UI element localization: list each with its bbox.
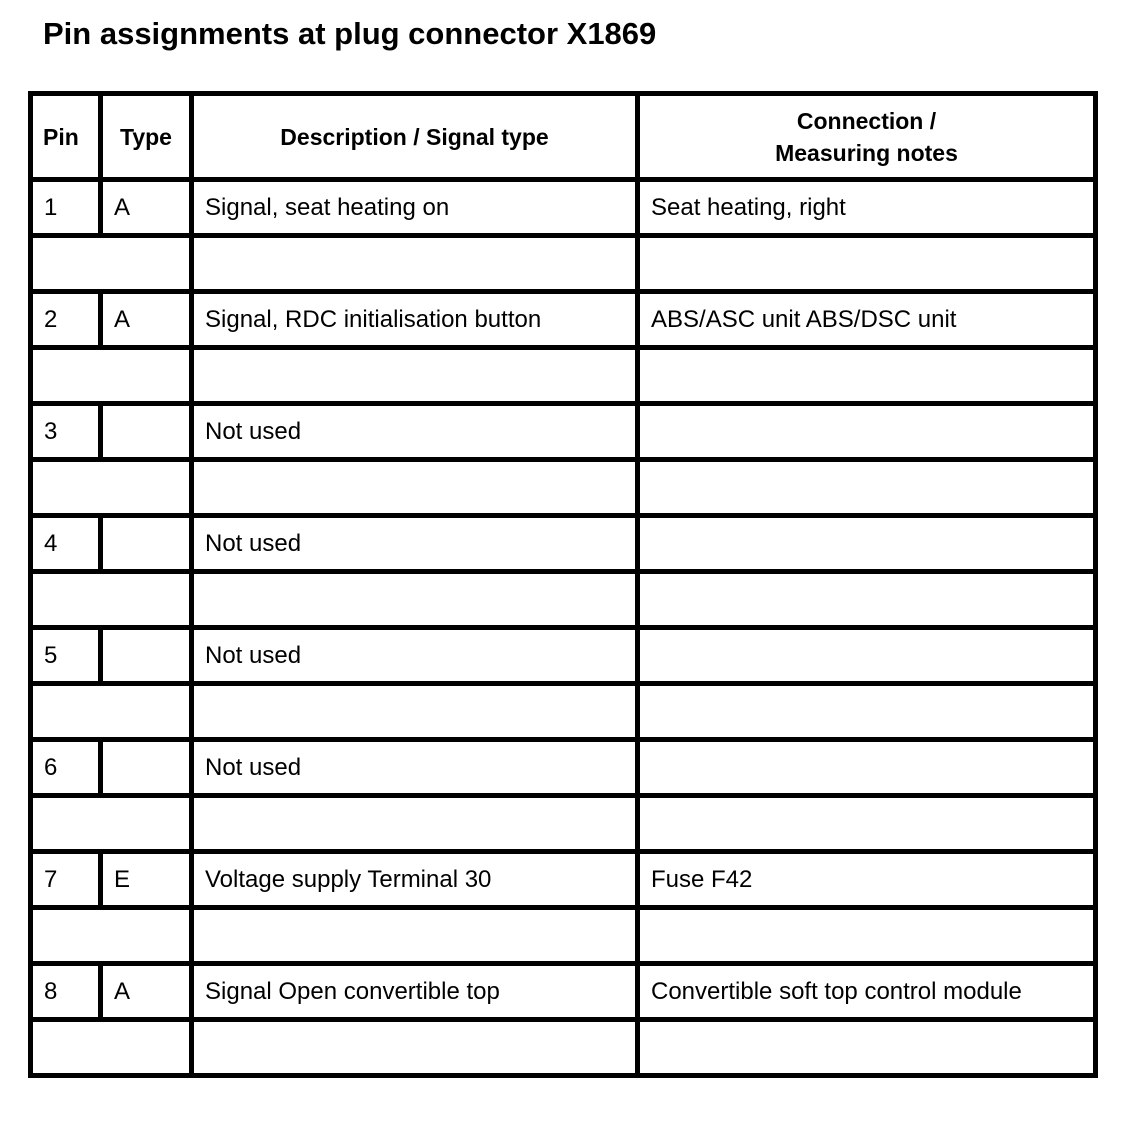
- pin-cell: 1: [31, 180, 101, 236]
- pin-cell: 5: [31, 628, 101, 684]
- spacer-row: [31, 796, 1096, 852]
- type-cell: [101, 628, 192, 684]
- spacer-cell: [638, 796, 1096, 852]
- header-connection-line2: Measuring notes: [775, 139, 958, 166]
- pin-cell: 7: [31, 852, 101, 908]
- spacer-row: [31, 236, 1096, 292]
- spacer-cell: [638, 460, 1096, 516]
- connection-cell: [638, 516, 1096, 572]
- type-cell: A: [101, 964, 192, 1020]
- spacer-cell: [192, 572, 638, 628]
- description-cell: Not used: [192, 516, 638, 572]
- table-row: [31, 964, 1096, 1020]
- description-cell: Not used: [192, 740, 638, 796]
- connection-cell: [638, 628, 1096, 684]
- spacer-cell: [638, 908, 1096, 964]
- description-cell: Signal, RDC initialisation button: [192, 292, 638, 348]
- pin-cell: 2: [31, 292, 101, 348]
- description-cell: Not used: [192, 628, 638, 684]
- pin-cell: 8: [31, 964, 101, 1020]
- table-row: [31, 404, 1096, 460]
- spacer-cell: [31, 684, 192, 740]
- table-row: [31, 852, 1096, 908]
- table-row: [31, 740, 1096, 796]
- spacer-cell: [31, 236, 192, 292]
- description-cell: Not used: [192, 404, 638, 460]
- spacer-row: [31, 684, 1096, 740]
- spacer-cell: [638, 236, 1096, 292]
- header-type: Type: [101, 94, 192, 180]
- pin-cell: 3: [31, 404, 101, 460]
- spacer-cell: [192, 796, 638, 852]
- table-row: [31, 180, 1096, 236]
- type-cell: A: [101, 292, 192, 348]
- table-row: [31, 516, 1096, 572]
- spacer-row: [31, 572, 1096, 628]
- spacer-cell: [192, 684, 638, 740]
- header-connection: [638, 94, 1096, 180]
- pin-cell: 6: [31, 740, 101, 796]
- type-cell: [101, 740, 192, 796]
- description-cell: Signal, seat heating on: [192, 180, 638, 236]
- type-cell: [101, 516, 192, 572]
- connection-cell: Fuse F42: [638, 852, 1096, 908]
- spacer-cell: [638, 684, 1096, 740]
- spacer-cell: [638, 1020, 1096, 1076]
- table-row: [31, 292, 1096, 348]
- header-description: Description / Signal type: [192, 94, 638, 180]
- table-header-row: [31, 94, 1096, 180]
- spacer-cell: [31, 1020, 192, 1076]
- spacer-cell: [31, 572, 192, 628]
- spacer-cell: [638, 572, 1096, 628]
- spacer-cell: [192, 1020, 638, 1076]
- spacer-row: [31, 1020, 1096, 1076]
- connection-cell: [638, 740, 1096, 796]
- header-connection-line1: Connection /: [796, 107, 937, 134]
- spacer-cell: [31, 796, 192, 852]
- table-row: [31, 628, 1096, 684]
- spacer-cell: [31, 348, 192, 404]
- connection-cell: [638, 404, 1096, 460]
- type-cell: E: [101, 852, 192, 908]
- spacer-cell: [192, 460, 638, 516]
- spacer-row: [31, 348, 1096, 404]
- spacer-cell: [31, 460, 192, 516]
- spacer-cell: [192, 348, 638, 404]
- spacer-cell: [192, 236, 638, 292]
- page-title: Pin assignments at plug connector X1869: [43, 16, 657, 51]
- connection-cell: ABS/ASC unit ABS/DSC unit: [638, 292, 1096, 348]
- spacer-cell: [31, 908, 192, 964]
- description-cell: Signal Open convertible top: [192, 964, 638, 1020]
- type-cell: [101, 404, 192, 460]
- spacer-cell: [192, 908, 638, 964]
- description-cell: Voltage supply Terminal 30: [192, 852, 638, 908]
- spacer-cell: [638, 348, 1096, 404]
- connection-cell: Seat heating, right: [638, 180, 1096, 236]
- pin-cell: 4: [31, 516, 101, 572]
- spacer-row: [31, 908, 1096, 964]
- connection-cell: Convertible soft top control module: [638, 964, 1096, 1020]
- spacer-row: [31, 460, 1096, 516]
- type-cell: A: [101, 180, 192, 236]
- header-pin: Pin: [31, 94, 101, 180]
- pin-assignment-table: [28, 91, 1098, 1078]
